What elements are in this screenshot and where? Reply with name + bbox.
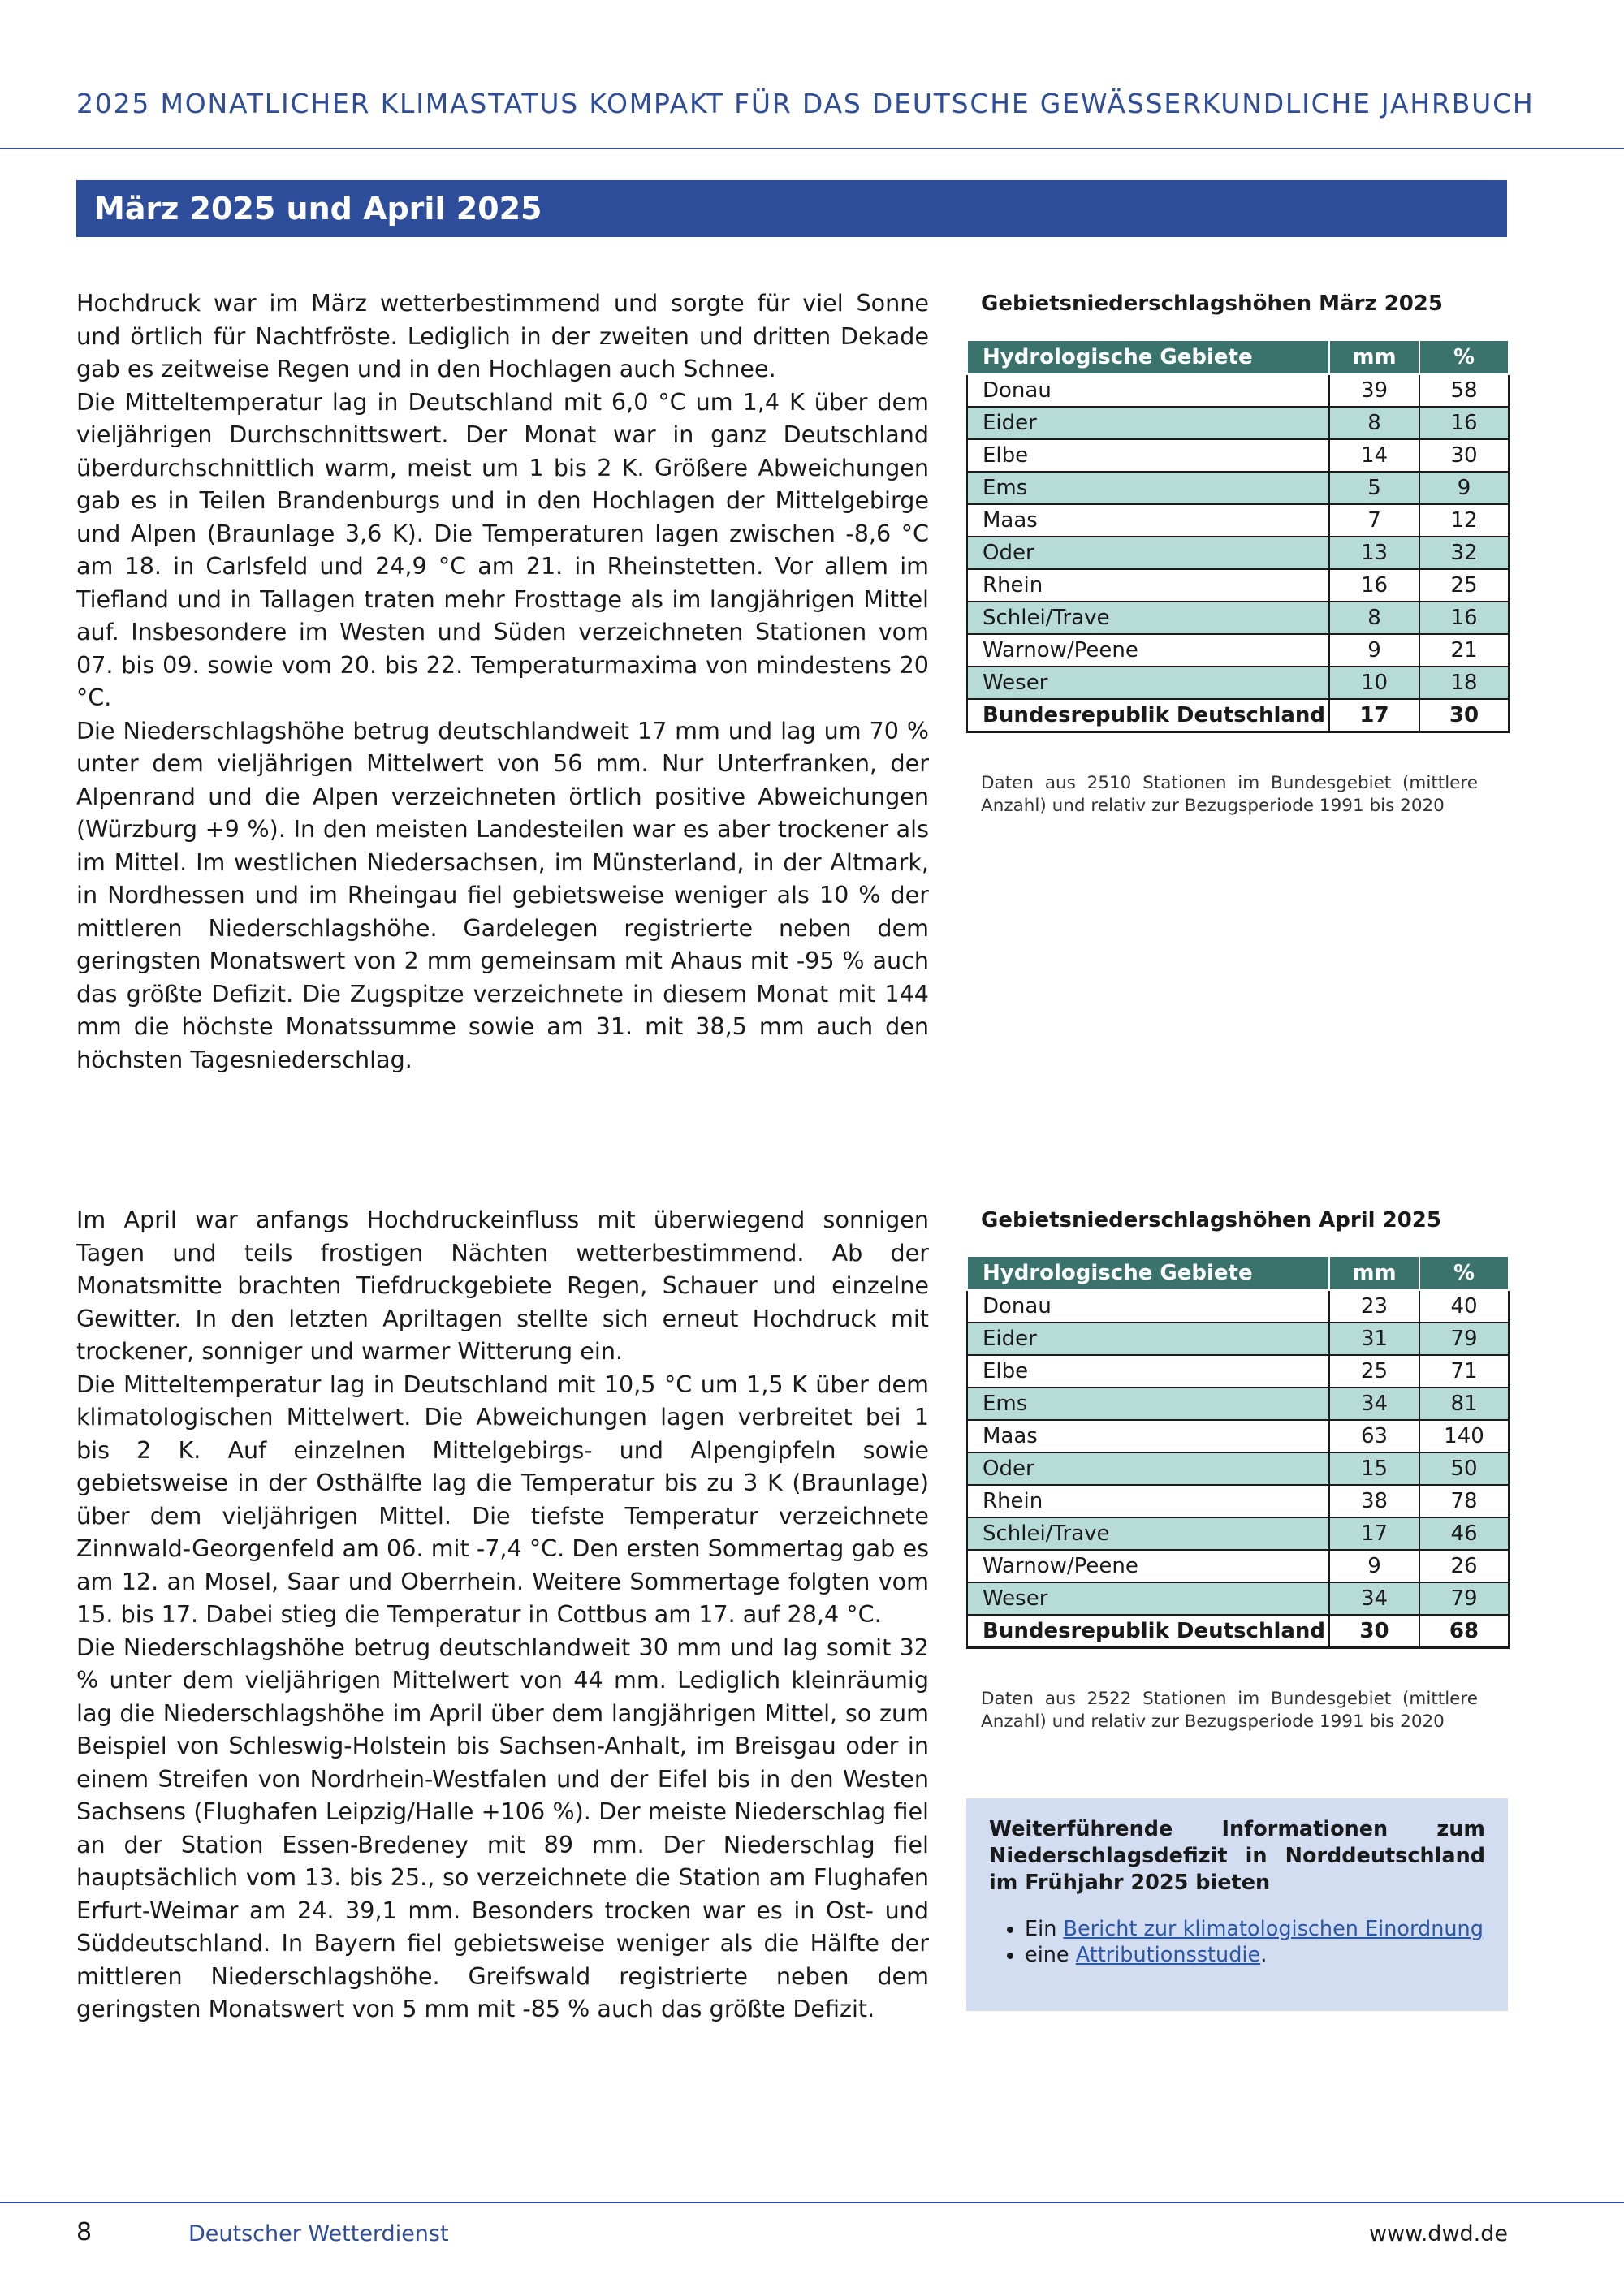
region-name: Oder bbox=[967, 537, 1329, 569]
region-name: Elbe bbox=[967, 1355, 1329, 1388]
table-row bbox=[967, 1388, 1509, 1420]
percent-value: 16 bbox=[1419, 602, 1509, 634]
list-item bbox=[1025, 1916, 1485, 1942]
mm-value: 25 bbox=[1329, 1355, 1419, 1388]
table-row bbox=[967, 1290, 1509, 1323]
region-name: Rhein bbox=[967, 569, 1329, 602]
region-name: Rhein bbox=[967, 1485, 1329, 1517]
mm-value: 8 bbox=[1329, 602, 1419, 634]
region-name: Weser bbox=[967, 667, 1329, 699]
march-precipitation-table bbox=[966, 339, 1510, 733]
info-box-list bbox=[989, 1916, 1485, 1968]
percent-value: 79 bbox=[1419, 1323, 1509, 1355]
mm-value: 10 bbox=[1329, 667, 1419, 699]
april-paragraph-2: Die Mitteltemperatur lag in Deutschland mit 10,5 °C um 1,5 K über dem klimatologischen Mittelwert. Die Abweichungen lagen verbreitet bei 1 bis 2 K. Auf einzelnen Mittelgebirgs- und Alpengipfeln sowie gebietsweise in der Osthälfte lag die Temperatur bis zu 3 K (Braunlage) über dem vieljährigen Mittel. Die tiefste Temperatur verzeichnete Zinnwald-Georgenfeld am 06. mit -7,4 °C. Den ersten Sommertag gab es am 12. an Mosel, Saar und Oberrhein. Weitere Sommertage folgten vom 15. bis 17. Dabei stieg die Temperatur in Cottbus am 17. auf 28,4 °C. bbox=[76, 1370, 929, 1628]
march-table-note: Daten aus 2510 Stationen im Bundesgebiet (mittlere Anzahl) und relativ zur Bezugsperiode 1991 bis 2020 bbox=[981, 773, 1478, 816]
region-name: Donau bbox=[967, 374, 1329, 407]
mm-value: 17 bbox=[1329, 699, 1419, 732]
table-total-row bbox=[967, 699, 1509, 732]
table-row bbox=[967, 504, 1509, 537]
table-row bbox=[967, 1485, 1509, 1517]
page-number: 8 bbox=[76, 2218, 93, 2246]
percent-value: 78 bbox=[1419, 1485, 1509, 1517]
percent-value: 16 bbox=[1419, 407, 1509, 439]
table-row bbox=[967, 1582, 1509, 1615]
region-name: Maas bbox=[967, 504, 1329, 537]
mm-value: 13 bbox=[1329, 537, 1419, 569]
table-row bbox=[967, 439, 1509, 472]
table-row bbox=[967, 1550, 1509, 1582]
header-divider bbox=[0, 148, 1624, 149]
april-text bbox=[76, 1203, 929, 2026]
percent-value: 25 bbox=[1419, 569, 1509, 602]
mm-value: 17 bbox=[1329, 1517, 1419, 1550]
april-paragraph-1: Im April war anfangs Hochdruckeinfluss mit überwiegend sonnigen Tagen und teils frostigen Nächten wetterbestimmend. Ab der Monatsmitte brachten Tiefdruckgebiete Regen, Schauer und einzelne Gewitter. In den letzten Apriltagen stellte sich erneut Hochdruck mit trockener, sonniger und warmer Witterung ein. bbox=[76, 1206, 929, 1365]
percent-value: 18 bbox=[1419, 667, 1509, 699]
list-item-prefix: Ein bbox=[1025, 1917, 1064, 1941]
header-percent: % bbox=[1419, 340, 1509, 374]
region-name: Schlei/Trave bbox=[967, 1517, 1329, 1550]
table-total-row bbox=[967, 1615, 1509, 1648]
april-table-caption: Gebietsniederschlagshöhen April 2025 bbox=[981, 1208, 1441, 1232]
region-name: Bundesrepublik Deutschland bbox=[967, 1615, 1329, 1648]
april-paragraph-3: Die Niederschlagshöhe betrug deutschlandweit 30 mm und lag somit 32 % unter dem vieljährigen Mittelwert von 44 mm. Lediglich kleinräumig lag die Niederschlagshöhe im April über dem langjährigen Mittel, so zum Beispiel von Schleswig-Holstein bis Sachsen-Anhalt, im Breisgau oder in einem Streifen von Nordrhein-Westfalen und der Eifel bis in den Westen Sachsens (Flughafen Leipzig/Halle +106 %). Der meiste Niederschlag fiel an der Station Essen-Bredeney mit 89 mm. Der Niederschlag fiel hauptsächlich vom 13. bis 25., so verzeichnete die Station am Flughafen Erfurt-Weimar am 24. 39,1 mm. Besonders trocken war es in Ost- und Süddeutschland. In Bayern fiel gebietsweise weniger als die Hälfte der mittleren Niederschlagshöhe. Greifswald registrierte neben dem geringsten Monatswert von 5 mm mit -85 % auch das größte Defizit. bbox=[76, 1633, 929, 2022]
april-precipitation-table bbox=[966, 1255, 1510, 1649]
footer-organization: Deutscher Wetterdienst bbox=[188, 2221, 449, 2246]
section-title: März 2025 und April 2025 bbox=[76, 180, 1507, 237]
percent-value: 32 bbox=[1419, 537, 1509, 569]
region-name: Warnow/Peene bbox=[967, 1550, 1329, 1582]
header-title: 2025 MONATLICHER KLIMASTATUS KOMPAKT FÜR DAS DEUTSCHE GEWÄSSERKUNDLICHE JAHRBUCH bbox=[76, 88, 1535, 119]
info-box-title: Weiterführende Informationen zum Niederschlagsdefizit in Norddeutschland im Frühjahr 2025 bieten bbox=[989, 1817, 1485, 1895]
region-name: Eider bbox=[967, 407, 1329, 439]
region-name: Eider bbox=[967, 1323, 1329, 1355]
mm-value: 30 bbox=[1329, 1615, 1419, 1648]
header-region: Hydrologische Gebiete bbox=[967, 1256, 1329, 1290]
table-row bbox=[967, 1355, 1509, 1388]
table-row bbox=[967, 1323, 1509, 1355]
list-item-suffix: . bbox=[1260, 1943, 1268, 1967]
table-row bbox=[967, 634, 1509, 667]
header-region: Hydrologische Gebiete bbox=[967, 340, 1329, 374]
table-row bbox=[967, 569, 1509, 602]
table-header-row bbox=[967, 340, 1509, 374]
table-row bbox=[967, 407, 1509, 439]
percent-value: 30 bbox=[1419, 439, 1509, 472]
percent-value: 12 bbox=[1419, 504, 1509, 537]
region-name: Elbe bbox=[967, 439, 1329, 472]
region-name: Donau bbox=[967, 1290, 1329, 1323]
table-header-row bbox=[967, 1256, 1509, 1290]
mm-value: 14 bbox=[1329, 439, 1419, 472]
mm-value: 15 bbox=[1329, 1452, 1419, 1485]
mm-value: 16 bbox=[1329, 569, 1419, 602]
region-name: Ems bbox=[967, 1388, 1329, 1420]
info-box bbox=[966, 1798, 1508, 2011]
march-paragraph-3: Die Niederschlagshöhe betrug deutschlandweit 17 mm und lag um 70 % unter dem vieljährigen Mittelwert von 56 mm. Nur Unterfranken, der Alpenrand und die Alpen verzeichneten örtlich positive Abweichungen (Würzburg +9 %). In den meisten Landesteilen war es aber trockener als im Mittel. Im westlichen Niedersachsen, im Münsterland, in der Altmark, in Nordhessen und im Rheingau fiel gebietsweise weniger als 10 % der mittleren Niederschlagshöhe. Gardelegen registrierte neben dem geringsten Monatswert von 2 mm gemeinsam mit Ahaus mit -95 % auch das größte Defizit. Die Zugspitze verzeichnete in diesem Monat mit 144 mm die höchste Monatssumme sowie am 31. mit 38,5 mm auch den höchsten Tagesniederschlag. bbox=[76, 716, 929, 1073]
mm-value: 39 bbox=[1329, 374, 1419, 407]
list-item-prefix: eine bbox=[1025, 1943, 1076, 1967]
march-paragraph-1: Hochdruck war im März wetterbestimmend und sorgte für viel Sonne und örtlich für Nachtfröste. Lediglich in der zweiten und dritten Dekade gab es zeitweise Regen und in den Hochlagen auch Schnee. bbox=[76, 289, 929, 382]
march-text bbox=[76, 287, 929, 1076]
region-name: Schlei/Trave bbox=[967, 602, 1329, 634]
percent-value: 9 bbox=[1419, 472, 1509, 504]
region-name: Oder bbox=[967, 1452, 1329, 1485]
mm-value: 63 bbox=[1329, 1420, 1419, 1452]
percent-value: 40 bbox=[1419, 1290, 1509, 1323]
mm-value: 9 bbox=[1329, 634, 1419, 667]
list-item bbox=[1025, 1942, 1485, 1968]
percent-value: 26 bbox=[1419, 1550, 1509, 1582]
march-table-caption: Gebietsniederschlagshöhen März 2025 bbox=[981, 291, 1443, 316]
table-row bbox=[967, 1517, 1509, 1550]
report-link[interactable]: Bericht zur klimatologischen Einordnung bbox=[1063, 1917, 1484, 1941]
mm-value: 34 bbox=[1329, 1388, 1419, 1420]
mm-value: 9 bbox=[1329, 1550, 1419, 1582]
footer-divider bbox=[0, 2202, 1624, 2203]
mm-value: 31 bbox=[1329, 1323, 1419, 1355]
percent-value: 79 bbox=[1419, 1582, 1509, 1615]
region-name: Ems bbox=[967, 472, 1329, 504]
percent-value: 30 bbox=[1419, 699, 1509, 732]
percent-value: 46 bbox=[1419, 1517, 1509, 1550]
table-row bbox=[967, 602, 1509, 634]
table-row bbox=[967, 472, 1509, 504]
table-row bbox=[967, 1452, 1509, 1485]
region-name: Warnow/Peene bbox=[967, 634, 1329, 667]
percent-value: 71 bbox=[1419, 1355, 1509, 1388]
march-paragraph-2: Die Mitteltemperatur lag in Deutschland mit 6,0 °C um 1,4 K über dem vieljährigen Durchschnittswert. Der Monat war in ganz Deutschland überdurchschnittlich warm, meist um 1 bis 2 K. Größere Abweichungen gab es in Teilen Brandenburgs und in den Hochlagen der Mittelgebirge und Alpen (Braunlage 3,6 K). Die Temperaturen lagen zwischen -8,6 °C am 18. in Carlsfeld und 24,9 °C am 21. in Rheinstetten. Vor allem im Tiefland und in Tallagen traten mehr Frosttage als im langjährigen Mittel auf. Insbesondere im Westen und Süden verzeichneten Stationen vom 07. bis 09. sowie vom 20. bis 22. Temperaturmaxima von mindestens 20 °C. bbox=[76, 387, 929, 711]
percent-value: 58 bbox=[1419, 374, 1509, 407]
percent-value: 68 bbox=[1419, 1615, 1509, 1648]
mm-value: 23 bbox=[1329, 1290, 1419, 1323]
footer-url[interactable]: www.dwd.de bbox=[1368, 2221, 1508, 2246]
mm-value: 38 bbox=[1329, 1485, 1419, 1517]
percent-value: 21 bbox=[1419, 634, 1509, 667]
mm-value: 5 bbox=[1329, 472, 1419, 504]
mm-value: 7 bbox=[1329, 504, 1419, 537]
region-name: Bundesrepublik Deutschland bbox=[967, 699, 1329, 732]
table-row bbox=[967, 667, 1509, 699]
april-table-note: Daten aus 2522 Stationen im Bundesgebiet (mittlere Anzahl) und relativ zur Bezugsperiode 1991 bis 2020 bbox=[981, 1689, 1478, 1732]
header-mm: mm bbox=[1329, 340, 1419, 374]
percent-value: 140 bbox=[1419, 1420, 1509, 1452]
header-mm: mm bbox=[1329, 1256, 1419, 1290]
mm-value: 34 bbox=[1329, 1582, 1419, 1615]
table-row bbox=[967, 374, 1509, 407]
region-name: Weser bbox=[967, 1582, 1329, 1615]
table-row bbox=[967, 1420, 1509, 1452]
percent-value: 81 bbox=[1419, 1388, 1509, 1420]
percent-value: 50 bbox=[1419, 1452, 1509, 1485]
mm-value: 8 bbox=[1329, 407, 1419, 439]
table-row bbox=[967, 537, 1509, 569]
attribution-study-link[interactable]: Attributionsstudie bbox=[1075, 1943, 1261, 1967]
header-percent: % bbox=[1419, 1256, 1509, 1290]
region-name: Maas bbox=[967, 1420, 1329, 1452]
